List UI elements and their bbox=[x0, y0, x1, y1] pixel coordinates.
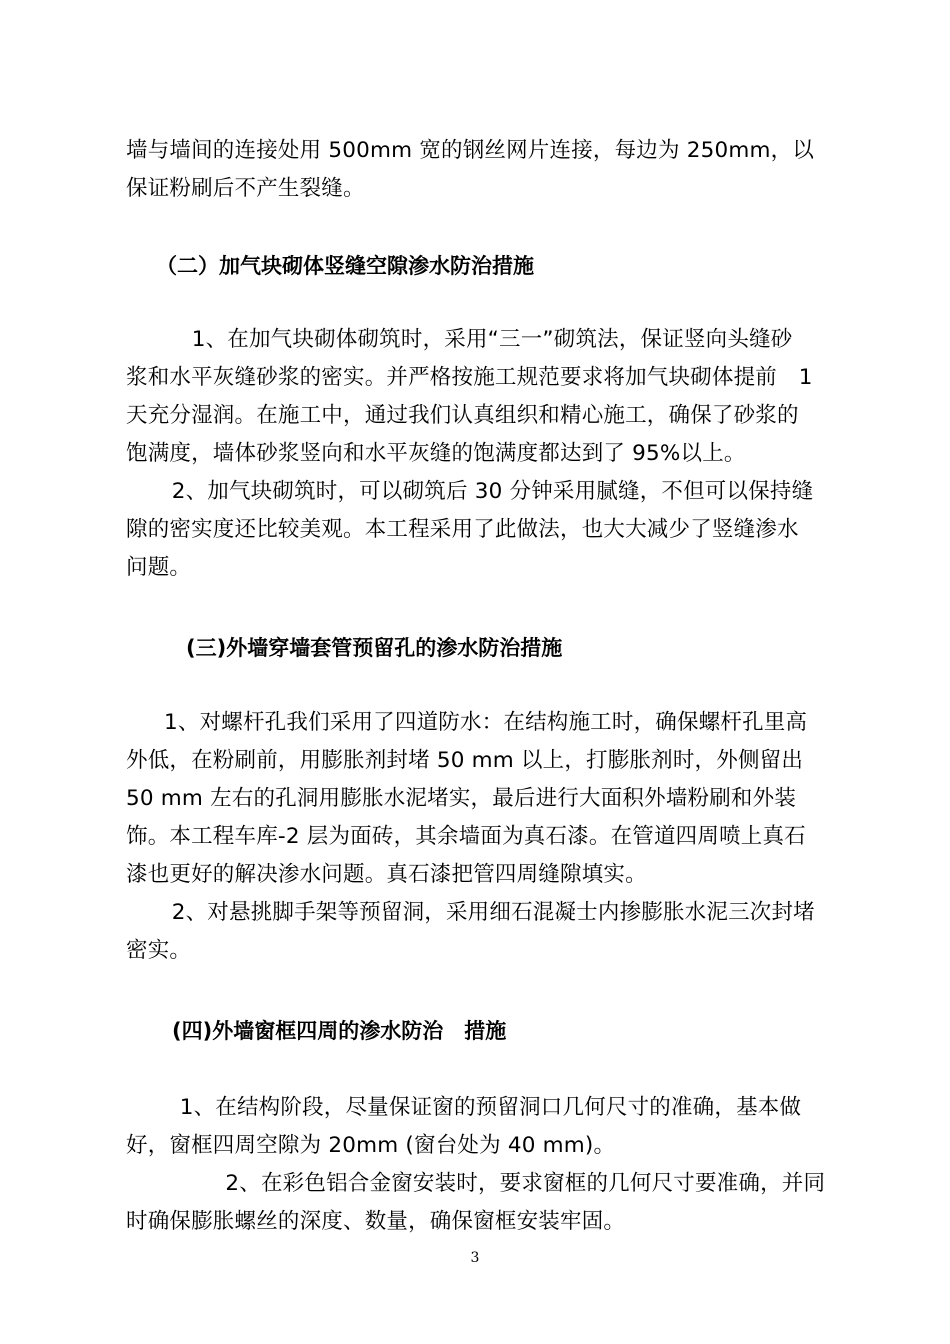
section-heading-3: (三)外墙穿墙套管预留孔的渗水防治措施 bbox=[186, 636, 563, 660]
text-line: 饱满度，墙体砂浆竖向和水平灰缝的饱满度都达到了 95%以上。 bbox=[126, 441, 746, 466]
text-line: 1、对螺杆孔我们采用了四道防水：在结构施工时，确保螺杆孔里高 bbox=[164, 710, 808, 735]
page-number: 3 bbox=[470, 1250, 480, 1266]
paragraph-section-2 bbox=[126, 321, 826, 587]
text-line: 1、在结构阶段，尽量保证窗的预留洞口几何尺寸的准确，基本做 bbox=[158, 1095, 802, 1120]
paragraph-wire-mesh bbox=[126, 132, 826, 208]
text-line: 饰。本工程车库-2 层为面砖，其余墙面为真石漆。在管道四周喷上真石 bbox=[126, 824, 806, 849]
text-line: 时确保膨胀螺丝的深度、数量，确保窗框安装牢固。 bbox=[126, 1209, 626, 1234]
text-line: 问题。 bbox=[126, 555, 192, 580]
text-line: 好，窗框四周空隙为 20mm (窗台处为 40 mm)。 bbox=[126, 1133, 616, 1158]
text-line: 2、加气块砌筑时，可以砌筑后 30 分钟采用腻缝，不但可以保持缝 bbox=[150, 479, 814, 504]
text-line: 浆和水平灰缝砂浆的密实。并严格按施工规范要求将加气块砌体提前 1 bbox=[126, 365, 813, 390]
text-line: 密实。 bbox=[126, 938, 192, 963]
paragraph-section-4 bbox=[126, 1089, 826, 1241]
section-heading-2: （二）加气块砌体竖缝空隙渗水防治措施 bbox=[156, 254, 534, 278]
text-line: 1、在加气块砌体砌筑时，采用“三一”砌筑法，保证竖向头缝砂 bbox=[170, 327, 793, 352]
text-line: 漆也更好的解决渗水问题。真石漆把管四周缝隙填实。 bbox=[126, 862, 647, 887]
text-line: 50 mm 左右的孔洞用膨胀水泥堵实，最后进行大面积外墙粉刷和外装 bbox=[126, 786, 797, 811]
text-line: 隙的密实度还比较美观。本工程采用了此做法，也大大减少了竖缝渗水 bbox=[126, 517, 799, 542]
text-line: 外低，在粉刷前，用膨胀剂封堵 50 mm 以上，打膨胀剂时，外侧留出 bbox=[126, 748, 804, 773]
section-heading-4: (四)外墙窗框四周的渗水防治 措施 bbox=[172, 1019, 507, 1043]
text-line: 天充分湿润。在施工中，通过我们认真组织和精心施工，确保了砂浆的 bbox=[126, 403, 799, 428]
text-line: 墙与墙间的连接处用 500mm 宽的钢丝网片连接，每边为 250mm，以 bbox=[126, 138, 815, 163]
text-line: 2、对悬挑脚手架等预留洞，采用细石混凝士内掺膨胀水泥三次封堵 bbox=[150, 900, 815, 925]
text-line: 保证粉刷后不产生裂缝。 bbox=[126, 176, 365, 201]
text-line: 2、在彩色铝合金窗安装时，要求窗框的几何尺寸要准确，并同 bbox=[182, 1171, 826, 1196]
paragraph-section-3 bbox=[126, 704, 826, 970]
